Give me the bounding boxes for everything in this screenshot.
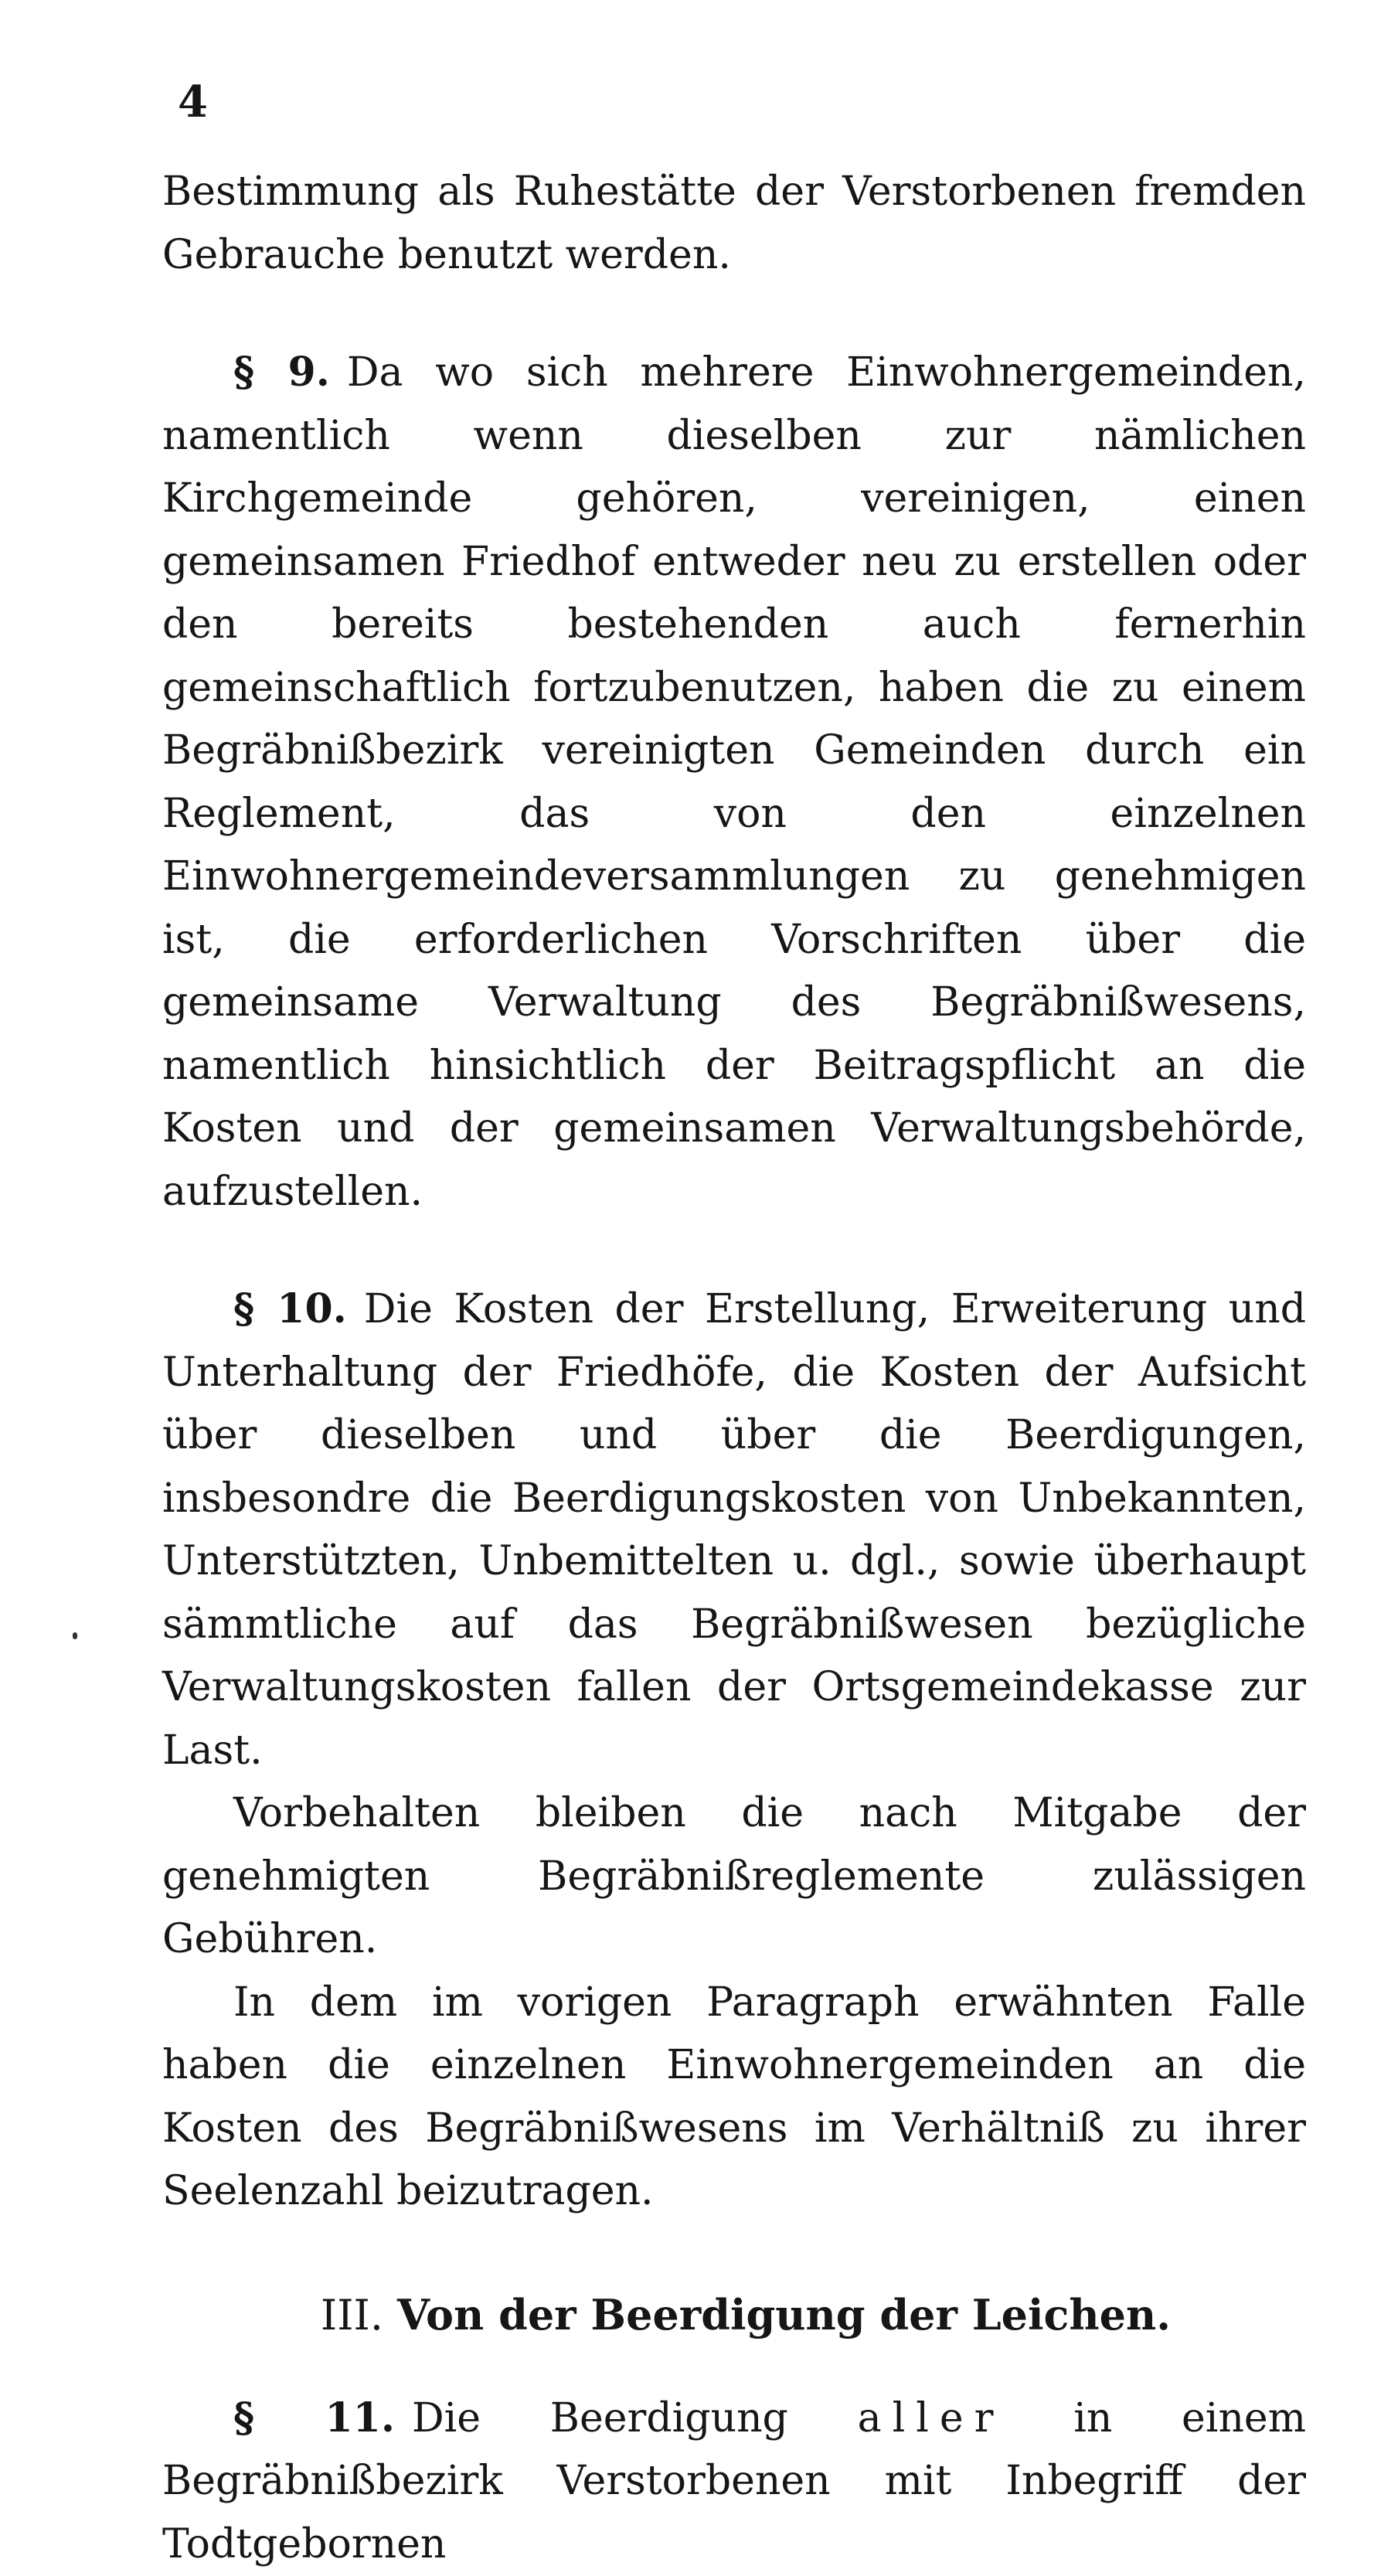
section-11-text-before: Die Beerdigung bbox=[412, 2395, 788, 2442]
section-10-text: Die Kosten der Erstellung, Erweiterung und Unterhaltung der Friedhöfe, die Kosten der Aufsicht über dieselben und über die Beerdigungen, insbesondre die Beerdigungskosten von Unbekannten, Unterstützten, Unbemittelten u. dgl., sowie überhaupt sämmtliche auf das Begräbnißwesen bezügliche Verwaltungskosten fallen der Ortsgemeindekasse zur Last. bbox=[162, 1286, 1306, 1774]
paragraph-section-10-cost-share: In dem im vorigen Paragraph erwähnten Falle haben die einzelnen Einwohnergemeinden an die Kosten des Begräbnißwesens im Verhältniß zu ihrer Seelenzahl beizutragen. bbox=[162, 1972, 1306, 2224]
paragraph-section-10 bbox=[162, 1278, 1306, 1782]
page-number: 4 bbox=[178, 80, 1306, 124]
paragraph-section-9 bbox=[162, 341, 1306, 1223]
chapter-heading bbox=[162, 2284, 1306, 2346]
paragraph-section-11 bbox=[162, 2387, 1306, 2576]
section-11-mark: § 11. bbox=[233, 2394, 395, 2442]
chapter-number: III. bbox=[321, 2291, 383, 2339]
section-11-emphasis: aller bbox=[858, 2395, 1005, 2442]
chapter-title: Von der Beerdigung der Leichen. bbox=[397, 2290, 1171, 2339]
print-speck bbox=[73, 1632, 77, 1639]
paragraph-section-10-reservation: Vorbehalten bleiben die nach Mitgabe der genehmigten Begräbnißreglemente zulässigen Gebühren. bbox=[162, 1782, 1306, 1972]
section-10-mark: § 10. bbox=[233, 1285, 347, 1332]
section-9-mark: § 9. bbox=[233, 349, 330, 396]
paragraph-intro: Bestimmung als Ruhestätte der Verstorbenen fremden Gebrauche benutzt werden. bbox=[162, 161, 1306, 287]
section-11-text-after: in einem Begräbnißbezirk Verstorbenen mit Inbegriff der Todtgebornen bbox=[162, 2395, 1306, 2567]
section-9-text: Da wo sich mehrere Einwohnergemeinden, namentlich wenn dieselben zur nämlichen Kirchgemeinde gehören, vereinigen, einen gemeinsamen Friedhof entweder neu zu erstellen oder den bereits bestehenden auch fernerhin gemeinschaftlich fortzubenutzen, haben die zu einem Begräbnißbezirk vereinigten Gemeinden durch ein Reglement, das von den einzelnen Einwohnergemeindeversammlungen zu genehmigen ist, die erforderlichen Vorschriften über die gemeinsame Verwaltung des Begräbnißwesens, namentlich hinsichtlich der Beitragspflicht an die Kosten und der gemeinsamen Verwaltungsbehörde, aufzustellen. bbox=[162, 349, 1306, 1215]
